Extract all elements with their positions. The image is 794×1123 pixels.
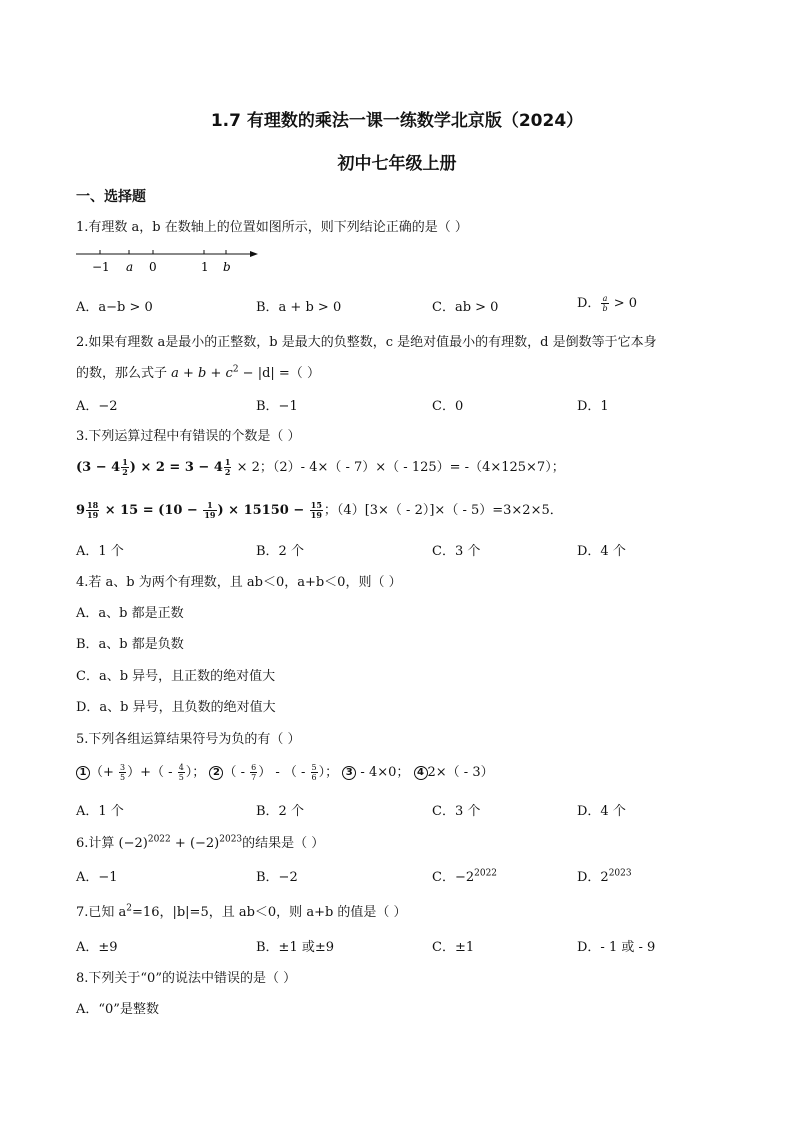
q7-option-d: D．- 1 或 - 9: [577, 940, 656, 955]
q3-l1-frac2: [224, 458, 232, 477]
frac-denominator: 5: [120, 773, 126, 782]
number-line: [74, 244, 264, 276]
q5-p3: - 4×0；: [356, 765, 410, 780]
q1-option-b: B．a + b > 0: [256, 300, 342, 315]
q6-stem-post: 的结果是（ ）: [242, 836, 325, 851]
q3-l1-c: × 2；（2）- 4×（ - 7）×（ - 125）= -（4×125×7）；: [232, 460, 565, 475]
tick-label-b: b: [223, 260, 231, 274]
q2-option-c: C．0: [432, 399, 464, 414]
q6-stem: [76, 832, 324, 851]
frac-denominator: 19: [204, 510, 216, 520]
q3-line1: [76, 456, 565, 477]
q3-l2-d: ；（4）[3×（ - 2）]×（ - 5）=3×2×5．: [323, 503, 563, 518]
section-heading: 一、选择题: [76, 189, 146, 205]
q8-stem: 8.下列关于“0”的说法中错误的是（ ）: [76, 971, 297, 986]
tick-label-a: a: [126, 260, 134, 274]
q5-p1-frac1: [119, 763, 126, 782]
frac-numerator: 15: [310, 500, 322, 510]
frac-numerator: a: [602, 294, 608, 303]
q6-option-d: [577, 866, 632, 885]
q1-stem: 1.有理数 a，b 在数轴上的位置如图所示，则下列结论正确的是（ ）: [76, 220, 468, 235]
q5-option-c: C．3 个: [432, 804, 481, 819]
q6-option-d-exp: 2023: [608, 868, 632, 879]
frac-numerator: 3: [120, 763, 126, 772]
q5-p1-frac2: [178, 763, 185, 782]
page-subtitle: 初中七年级上册: [337, 154, 457, 174]
q6-term1: (−2): [118, 836, 148, 851]
q7-option-c: C．±1: [432, 940, 475, 955]
q4-stem: 4.若 a、b 为两个有理数，且 ab＜0，a+b＜0，则（ ）: [76, 575, 402, 590]
q3-l1-a: (3 − 4: [76, 460, 121, 475]
q4-option-d: D．a、b 异号，且负数的绝对值大: [76, 700, 276, 715]
q3-l2-b: × 15 = (10 −: [100, 503, 203, 518]
q5-p2a: （ -: [223, 765, 250, 780]
q1-option-c: C．ab > 0: [432, 300, 499, 315]
q5-p4: 2×（ - 3）: [427, 765, 494, 780]
q6-option-d-base: D．2: [577, 870, 609, 885]
q2-option-d: D．1: [577, 399, 609, 414]
q3-option-c: C．3 个: [432, 544, 481, 559]
q2-stem-line1: 2.如果有理数 a是最小的正整数，b 是最大的负整数，c 是绝对值最小的有理数，d 是倒数等于它本身: [76, 335, 657, 350]
q6-plus: +: [170, 836, 190, 851]
q4-option-b: B．a、b 都是负数: [76, 637, 184, 652]
q2-expression-sup: 2: [232, 364, 239, 375]
q7-option-a: A．±9: [76, 940, 118, 955]
q8-option-a: A．“0”是整数: [76, 1002, 159, 1017]
q4-option-a: A．a、b 都是正数: [76, 606, 184, 621]
q3-line2: [76, 499, 563, 520]
frac-numerator: 4: [178, 763, 184, 772]
frac-denominator: b: [602, 304, 608, 313]
q6-option-c-exp: 2022: [474, 868, 498, 879]
frac-numerator: 6: [251, 763, 257, 772]
q7-option-b: B．±1 或±9: [256, 940, 335, 955]
q3-l1-frac1: [121, 458, 129, 477]
page-title: 1.7 有理数的乘法一课一练数学北京版（2024）: [210, 111, 584, 131]
q3-l2-frac3: [310, 501, 323, 520]
q1-option-d-label: D．: [577, 296, 601, 311]
q3-l2-a: 9: [76, 503, 86, 518]
tick-label-0: 0: [149, 260, 157, 274]
circled-number-3: 3: [342, 766, 356, 780]
frac-denominator: 5: [178, 773, 184, 782]
q6-option-c-base: C．−2: [432, 870, 475, 885]
q5-option-a: A．1 个: [76, 804, 124, 819]
frac-numerator: 1: [224, 457, 231, 467]
q6-option-b: B．−2: [256, 870, 298, 885]
q3-option-b: B．2 个: [256, 544, 304, 559]
frac-denominator: 7: [251, 773, 257, 782]
q5-expressions: [76, 761, 494, 782]
frac-numerator: 1: [203, 501, 216, 511]
q3-option-d: D．4 个: [577, 544, 626, 559]
frac-numerator: 18: [87, 500, 99, 510]
q6-term1-exp: 2022: [147, 834, 171, 845]
tick-label-neg1: −1: [92, 260, 110, 274]
q6-term2: (−2): [189, 836, 220, 851]
q6-option-a: A．−1: [76, 870, 118, 885]
circled-number-1: 1: [76, 766, 90, 780]
frac-denominator: 2: [122, 467, 128, 477]
q2-option-a: A．−2: [76, 399, 118, 414]
q3-option-a: A．1 个: [76, 544, 124, 559]
frac-denominator: 19: [87, 510, 99, 520]
q6-option-c: [432, 866, 497, 885]
tick-label-1: 1: [201, 260, 209, 274]
q5-p2-frac1: [250, 763, 257, 782]
q3-stem: 3.下列运算过程中有错误的个数是（ ）: [76, 429, 301, 444]
q1-option-d-tail: > 0: [609, 296, 637, 311]
q3-l2-frac1: [86, 501, 99, 520]
q1-option-d: [577, 292, 637, 313]
q5-p2b: ） - （ -: [258, 765, 310, 780]
q5-p1a: （+: [90, 765, 119, 780]
q7-stem-post: =16，|b|=5，且 ab＜0，则 a+b 的值是（ ）: [132, 905, 407, 920]
q4-option-c: C．a、b 异号，且正数的绝对值大: [76, 669, 276, 684]
q6-stem-pre: 6.计算: [76, 836, 119, 851]
q3-l2-frac2: [203, 501, 216, 520]
q7-stem: [76, 901, 407, 920]
circled-number-2: 2: [209, 766, 223, 780]
frac-denominator: 19: [310, 510, 322, 520]
q2-stem-line2: [76, 362, 320, 381]
q5-p2-frac2: [311, 763, 318, 782]
q2-expression: a + b + c: [171, 366, 233, 381]
q5-p2c: ）；: [318, 765, 339, 780]
q5-option-b: B．2 个: [256, 804, 304, 819]
q2-line2-pre: 的数，那么式子: [76, 366, 172, 381]
q1-option-d-fraction: [601, 294, 608, 313]
q3-l2-c: ) × 15150 −: [217, 503, 309, 518]
q5-stem: 5.下列各组运算结果符号为负的有（ ）: [76, 732, 301, 747]
q7-stem-pre: 7.已知 a: [76, 905, 127, 920]
circled-number-4: 4: [414, 766, 428, 780]
frac-numerator: 5: [311, 763, 317, 772]
q6-term2-exp: 2023: [219, 834, 243, 845]
frac-denominator: 6: [311, 773, 317, 782]
q5-option-d: D．4 个: [577, 804, 626, 819]
q3-l1-b: ) × 2 = 3 − 4: [129, 460, 223, 475]
q5-p1b: ）+（ -: [127, 765, 177, 780]
q7-stem-exp: 2: [126, 903, 133, 914]
q5-p1c: ）；: [185, 765, 206, 780]
q2-option-b: B．−1: [256, 399, 298, 414]
q2-line2-post: − |d| =（ ）: [238, 366, 320, 381]
q1-option-a: A．a−b > 0: [76, 300, 153, 315]
frac-denominator: 2: [224, 467, 231, 477]
frac-numerator: 1: [122, 457, 128, 467]
